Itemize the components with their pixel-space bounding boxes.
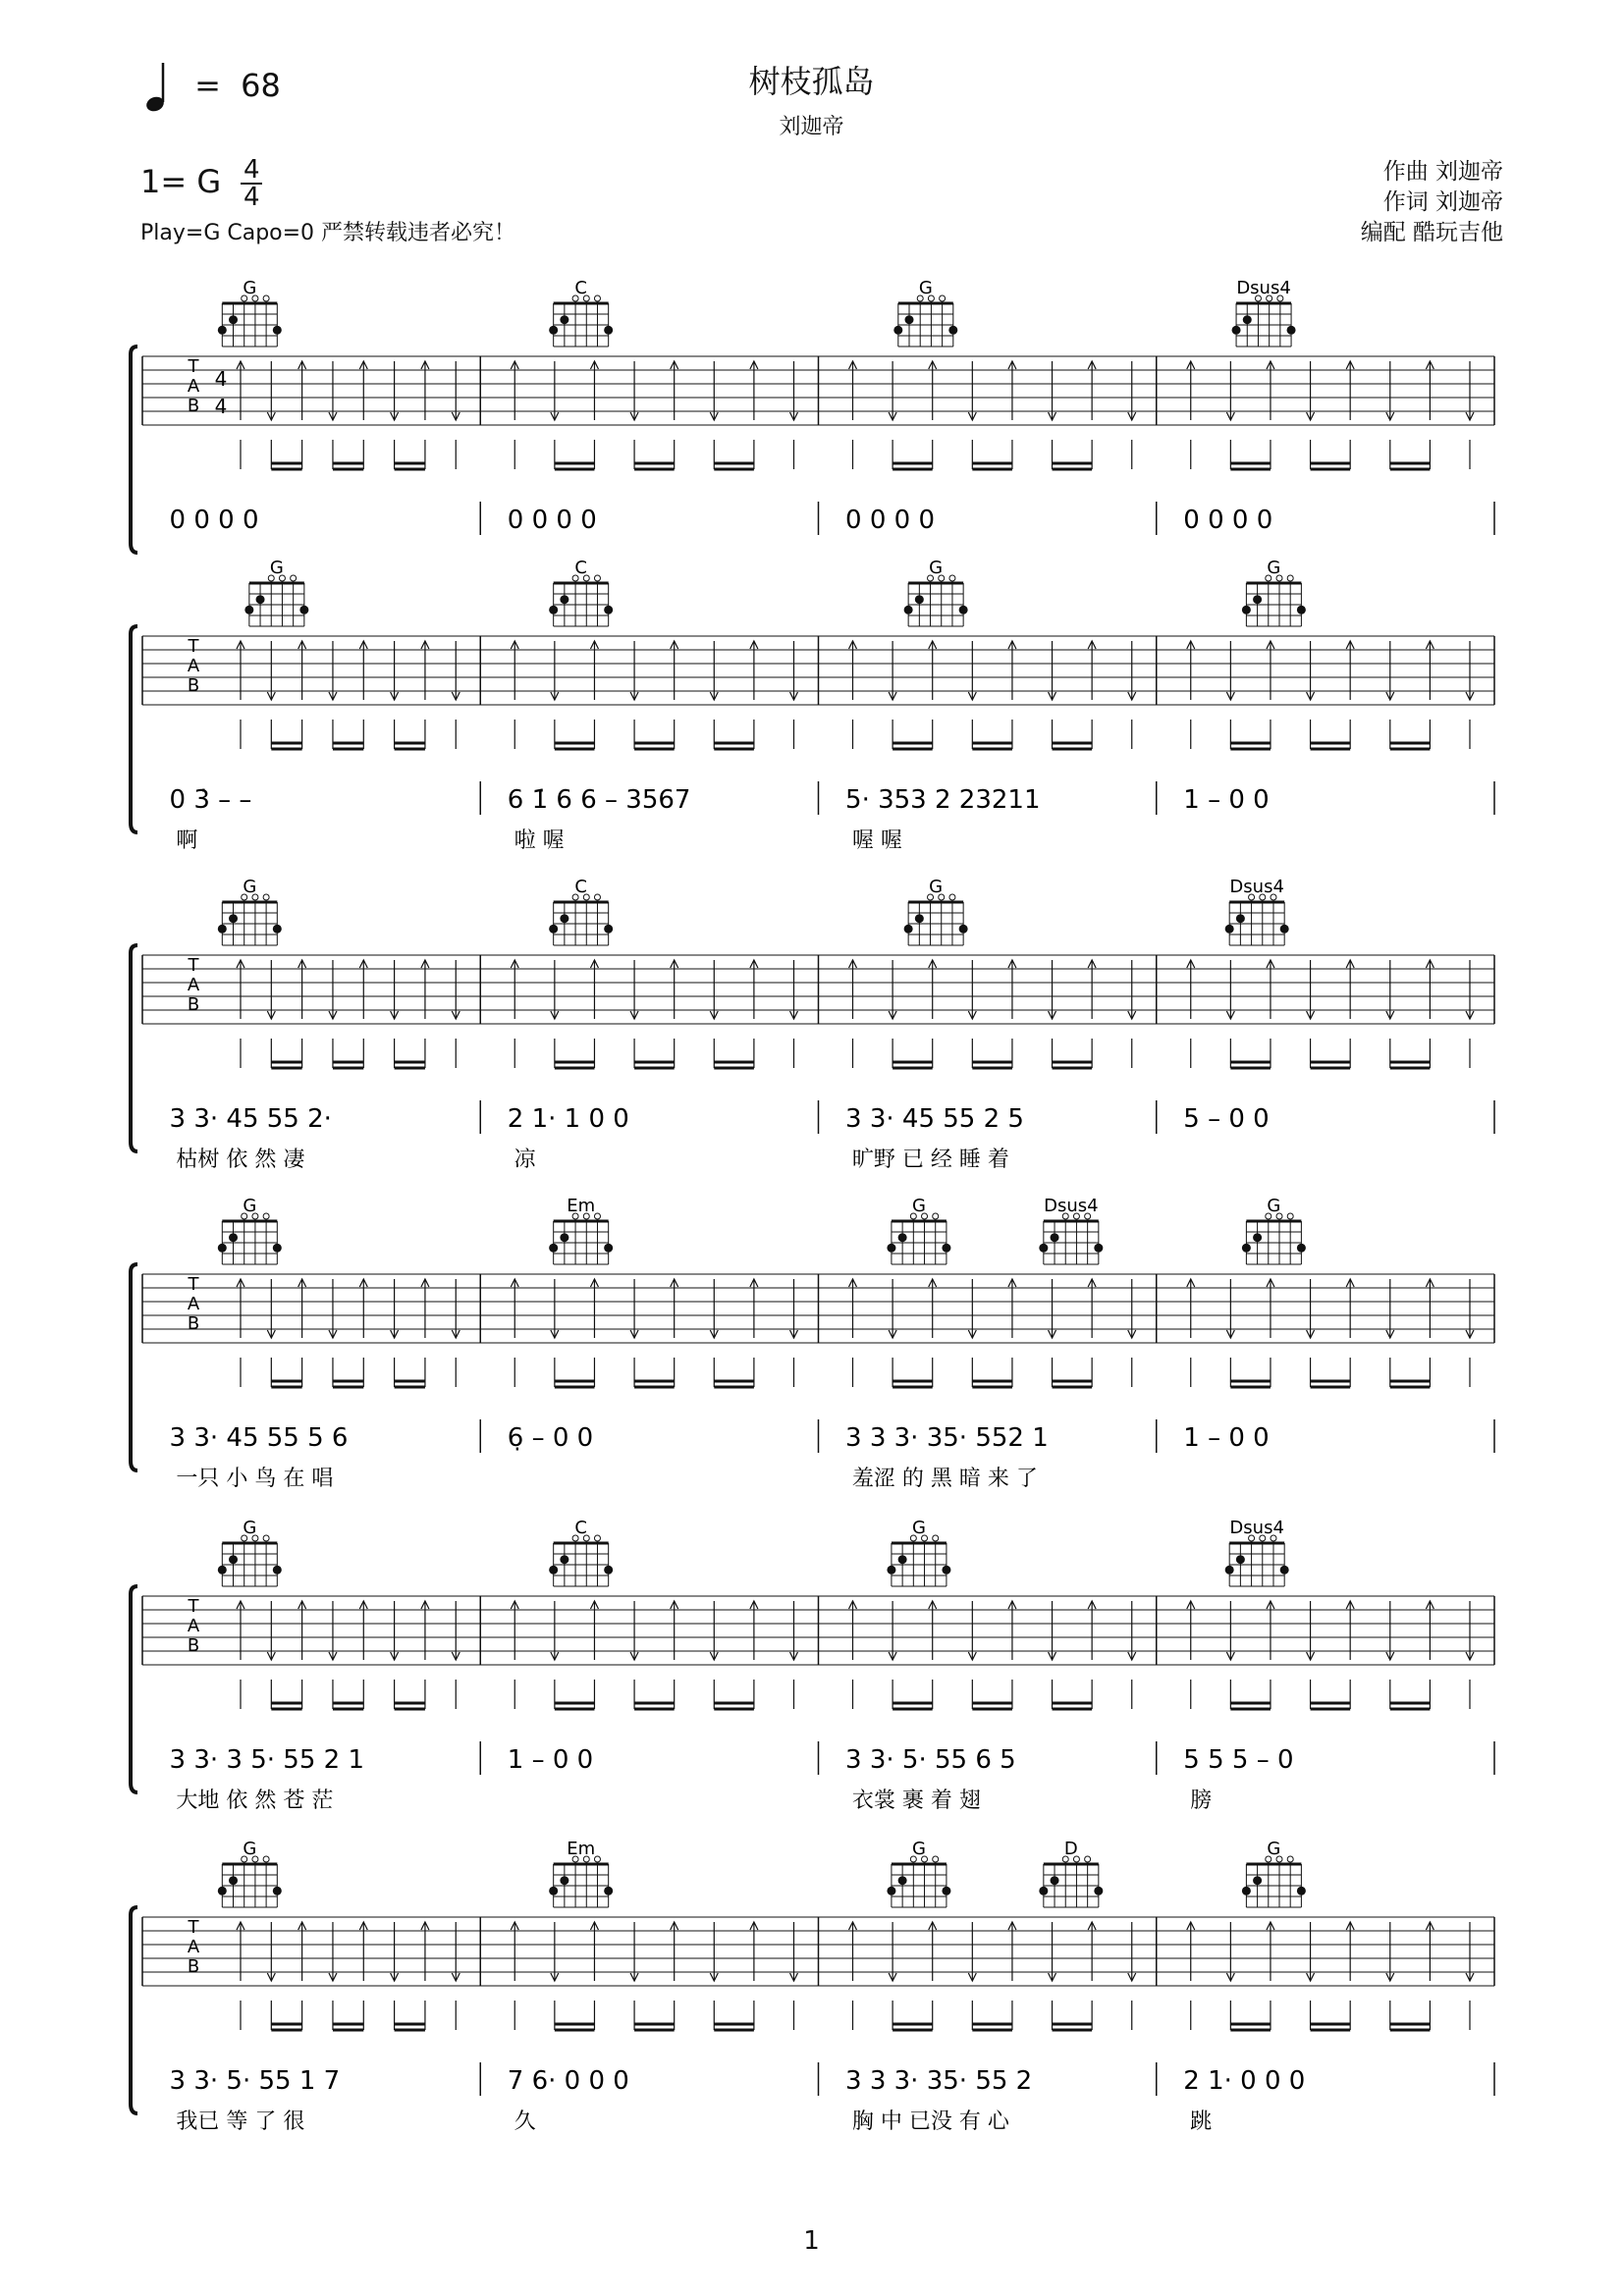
- play-info: Play=G Capo=0 严禁转载违者必究！: [140, 221, 516, 245]
- chord-name: Em: [567, 1841, 596, 1859]
- chord-name: G: [243, 879, 257, 897]
- jianpu-notes: 2 1· 0 0 0: [1183, 2066, 1306, 2096]
- chord-diagram: [904, 560, 968, 626]
- jianpu-notes: 2 1· 1 0 0: [507, 1104, 629, 1134]
- tab-clef-letter: T: [188, 356, 199, 377]
- tab-time-sig: 4: [214, 395, 228, 418]
- chord-name: C: [574, 280, 587, 298]
- chord-diagram: [1242, 1198, 1306, 1264]
- chord-diagram: [218, 1520, 282, 1586]
- lyric-text: 久: [514, 2109, 536, 2134]
- chord-name: G: [911, 1520, 926, 1538]
- system-bracket: [131, 945, 137, 1151]
- chord-name: C: [574, 560, 587, 578]
- lyric-text: 膀: [1190, 1789, 1213, 1813]
- lyric-text: 喔 喔: [851, 828, 902, 853]
- jianpu-notes: 0 0 0 0: [1183, 506, 1273, 535]
- tab-clef-letter: T: [188, 955, 199, 976]
- lyric-text: 啊: [176, 828, 198, 853]
- chord-name: G: [911, 1841, 926, 1859]
- credits: [1361, 157, 1503, 248]
- chord-name: Dsus4: [1044, 1198, 1099, 1216]
- chord-diagram: [1242, 1841, 1306, 1907]
- system-bracket: [131, 347, 137, 553]
- system-bracket: [131, 1264, 137, 1470]
- lyric-text: 胸 中 已没 有 心: [851, 2109, 1009, 2134]
- lyric-text: 羞涩 的 黑 暗 来 了: [851, 1467, 1038, 1491]
- tab-clef-letter: A: [187, 1616, 200, 1636]
- quarter-note-icon: [145, 61, 171, 114]
- jianpu-notes: 5 – 0 0: [1183, 1104, 1270, 1134]
- chord-diagram: [549, 280, 613, 347]
- jianpu-notes: 3 3 3· 35· 55 2: [845, 2066, 1033, 2096]
- chord-diagram: [549, 1841, 613, 1907]
- tab-clef-letter: B: [187, 1313, 200, 1334]
- lyric-text: 跳: [1190, 2109, 1213, 2134]
- jianpu-notes: 1 – 0 0: [1183, 785, 1270, 815]
- jianpu-notes: 3 3· 5· 55 1 7: [169, 2066, 341, 2096]
- key-label: 1= G: [140, 163, 222, 200]
- score-system: [0, 1841, 1623, 2135]
- score-system: [0, 560, 1623, 854]
- key-signature: [140, 157, 262, 210]
- composer-credit: 作曲 刘迦帝: [1382, 159, 1503, 185]
- system-bracket: [131, 626, 137, 832]
- chord-name: Dsus4: [1229, 1520, 1284, 1538]
- tab-clef-letter: A: [187, 975, 200, 995]
- chord-name: Em: [567, 1198, 596, 1216]
- time-bottom: 4: [243, 183, 260, 212]
- tab-clef-letter: B: [187, 1635, 200, 1656]
- jianpu-notes: 3 3· 5· 55 6 5: [845, 1745, 1016, 1775]
- chord-diagram: [549, 1520, 613, 1586]
- chord-diagram: [1039, 1841, 1103, 1907]
- chord-name: G: [1267, 1841, 1281, 1859]
- chord-name: G: [269, 560, 284, 578]
- tab-clef-letter: B: [187, 675, 200, 696]
- tab-clef-letter: A: [187, 1294, 200, 1314]
- tab-clef-letter: T: [188, 1596, 199, 1617]
- chord-diagram: [244, 560, 308, 626]
- jianpu-notes: 5· 353 2 23211: [845, 785, 1041, 815]
- jianpu-notes: 3 3· 3 5· 55 2 1: [169, 1745, 364, 1775]
- system-bracket: [131, 1586, 137, 1792]
- chord-diagram: [1225, 1520, 1289, 1586]
- jianpu-notes: 0 0 0 0: [845, 506, 936, 535]
- jianpu-notes: 6 1̇ 6 6 – 3567: [507, 785, 691, 815]
- tab-time-sig: 4: [214, 367, 228, 391]
- jianpu-notes: 3 3· 45 55 2 5: [845, 1104, 1024, 1134]
- chord-diagram: [887, 1198, 950, 1264]
- page-number: 1: [803, 2226, 820, 2256]
- chord-name: G: [1267, 560, 1281, 578]
- chord-name: G: [243, 280, 257, 298]
- chord-name: Dsus4: [1229, 879, 1284, 897]
- chord-diagram: [893, 280, 957, 347]
- jianpu-notes: 1 – 0 0: [507, 1745, 594, 1775]
- tab-clef-letter: A: [187, 1937, 200, 1957]
- chord-name: G: [929, 879, 944, 897]
- chord-diagram: [1225, 879, 1289, 945]
- chord-diagram: [218, 1841, 282, 1907]
- score-system: [0, 1520, 1623, 1814]
- score-system: [0, 280, 1623, 574]
- chord-diagram: [1039, 1198, 1103, 1264]
- tab-clef-letter: T: [188, 1274, 199, 1295]
- jianpu-notes: 6̣ – 0 0: [507, 1423, 594, 1453]
- chord-name: G: [929, 560, 944, 578]
- chord-name: G: [243, 1520, 257, 1538]
- lyricist-credit: 作词 刘迦帝: [1382, 189, 1503, 215]
- chord-diagram: [549, 560, 613, 626]
- lyric-text: 一只 小 鸟 在 唱: [176, 1467, 334, 1491]
- jianpu-notes: 3 3 3· 35· 552 1: [845, 1423, 1049, 1453]
- chord-name: Dsus4: [1236, 280, 1291, 298]
- chord-diagram: [549, 1198, 613, 1264]
- chord-name: G: [918, 280, 933, 298]
- chord-diagram: [218, 280, 282, 347]
- jianpu-notes: 0 0 0 0: [507, 506, 597, 535]
- jianpu-notes: 3 3· 45 55 2·: [169, 1104, 332, 1134]
- system-bracket: [131, 1907, 137, 2113]
- chord-name: G: [1267, 1198, 1281, 1216]
- lyric-text: 枯树 依 然 凄: [176, 1148, 305, 1172]
- tempo-value: 68: [241, 67, 281, 104]
- tempo-marking: [145, 61, 281, 114]
- jianpu-notes: 3 3· 45 55 5 6: [169, 1423, 349, 1453]
- time-signature: [241, 157, 262, 210]
- tab-clef-letter: T: [188, 1917, 199, 1938]
- tab-clef-letter: B: [187, 1956, 200, 1977]
- jianpu-notes: 7 6· 0 0 0: [507, 2066, 629, 2096]
- arranger-credit: 编配 酷玩吉他: [1360, 220, 1503, 245]
- jianpu-notes: 1 – 0 0: [1183, 1423, 1270, 1453]
- chord-diagram: [904, 879, 968, 945]
- lyric-text: 凉: [514, 1148, 536, 1172]
- chord-diagram: [1232, 280, 1296, 347]
- tab-clef-letter: A: [187, 656, 200, 676]
- chord-name: G: [243, 1841, 257, 1859]
- score-system: [0, 1198, 1623, 1492]
- lyric-text: 衣裳 裹 着 翅: [851, 1789, 981, 1813]
- chord-name: D: [1063, 1841, 1078, 1859]
- chord-name: G: [911, 1198, 926, 1216]
- lyric-text: 我已 等 了 很: [176, 2109, 305, 2134]
- song-title: 树枝孤岛: [748, 63, 875, 100]
- jianpu-notes: 5 5 5 – 0: [1183, 1745, 1294, 1775]
- lyric-text: 大地 依 然 苍 茫: [176, 1789, 334, 1813]
- lyric-text: 啦 喔: [514, 828, 565, 853]
- chord-diagram: [218, 879, 282, 945]
- lyric-text: 旷野 已 经 睡 着: [851, 1148, 1009, 1172]
- chord-diagram: [1242, 560, 1306, 626]
- chord-diagram: [887, 1841, 950, 1907]
- score-system: [0, 879, 1623, 1173]
- chord-diagram: [218, 1198, 282, 1264]
- tab-clef-letter: T: [188, 636, 199, 657]
- tempo-equals: =: [194, 67, 221, 104]
- tab-clef-letter: B: [187, 396, 200, 416]
- chord-name: C: [574, 1520, 587, 1538]
- chord-name: G: [243, 1198, 257, 1216]
- time-top: 4: [243, 155, 260, 185]
- artist-name: 刘迦帝: [779, 115, 844, 139]
- jianpu-notes: 0 3̇ – –: [169, 785, 252, 815]
- chord-diagram: [549, 879, 613, 945]
- chord-diagram: [887, 1520, 950, 1586]
- tab-clef-letter: A: [187, 376, 200, 397]
- tab-clef-letter: B: [187, 994, 200, 1015]
- chord-name: C: [574, 879, 587, 897]
- jianpu-notes: 0 0 0 0: [169, 506, 259, 535]
